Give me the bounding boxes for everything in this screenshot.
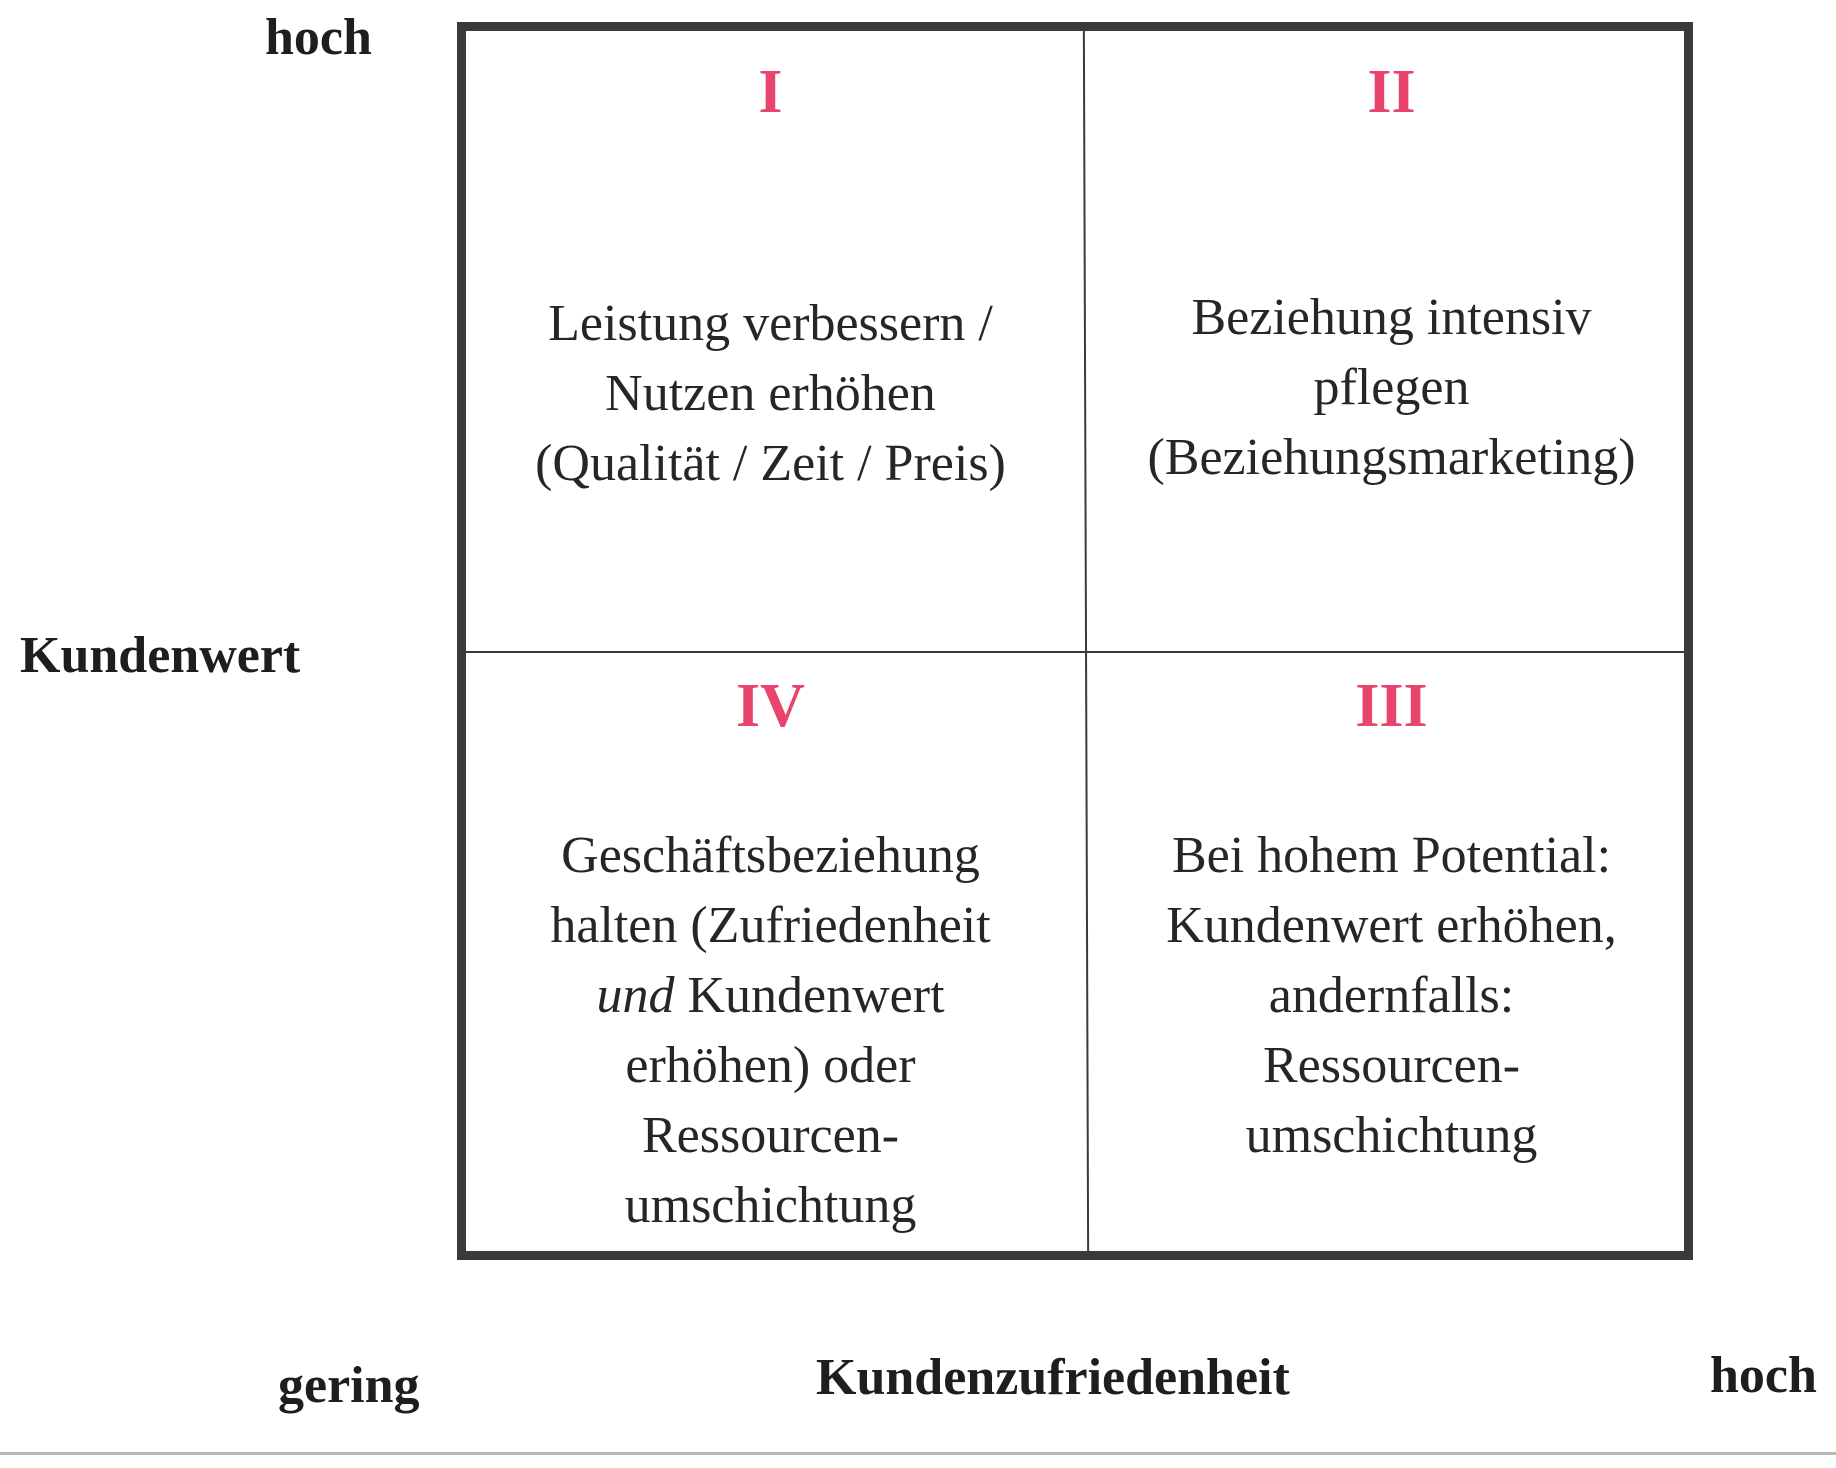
quadrant-text-line: umschichtung	[624, 1177, 917, 1234]
quadrant-text-fragment: Kundenwert	[687, 967, 945, 1024]
quadrant-text-line: Kundenwert erhöhen,	[1166, 897, 1617, 954]
quadrant-iv	[466, 653, 1075, 1263]
x-axis-title: Kundenzufriedenheit	[816, 1349, 1290, 1406]
x-axis-low-label: gering	[278, 1357, 420, 1414]
quadrant-text	[1087, 821, 1696, 1171]
quadrant-text-line-mixed	[466, 961, 1075, 1031]
emphasis-word: und	[596, 967, 675, 1024]
quadrant-text	[466, 289, 1075, 499]
quadrant-text	[1087, 283, 1696, 493]
quadrant-text-line: erhöhen) oder	[625, 1037, 916, 1094]
bottom-rule	[0, 1452, 1836, 1455]
quadrant-text-line: (Beziehungsmarketing)	[1147, 429, 1636, 486]
y-axis-high-label: hoch	[265, 9, 372, 66]
quadrant-text-line: Ressourcen-	[1262, 1037, 1521, 1094]
quadrant-text-line: umschichtung	[1245, 1107, 1538, 1164]
portfolio-matrix	[457, 22, 1693, 1260]
x-axis-high-label: hoch	[1710, 1347, 1817, 1404]
quadrant-i	[466, 31, 1075, 641]
quadrant-text	[466, 821, 1075, 1241]
quadrant-numeral: II	[1367, 58, 1416, 126]
quadrant-text-line: Nutzen erhöhen	[605, 365, 936, 422]
quadrant-iii	[1087, 653, 1696, 1263]
quadrant-numeral: IV	[736, 672, 805, 740]
quadrant-text-line: pflegen	[1313, 359, 1470, 416]
quadrant-numeral: III	[1355, 672, 1428, 740]
quadrant-text-line: Leistung verbessern /	[548, 295, 993, 352]
quadrant-numeral: I	[758, 58, 783, 126]
quadrant-text-line: Bei hohem Potential:	[1171, 827, 1612, 884]
quadrant-text-line: Beziehung intensiv	[1191, 289, 1592, 346]
quadrant-ii	[1087, 31, 1696, 641]
y-axis-title: Kundenwert	[20, 627, 301, 684]
quadrant-text-line: (Qualität / Zeit / Preis)	[535, 435, 1006, 492]
quadrant-text-line: Geschäftsbeziehung	[561, 827, 980, 884]
quadrant-text-line: Ressourcen-	[641, 1107, 900, 1164]
quadrant-text-line: halten (Zufriedenheit	[550, 897, 991, 954]
quadrant-text-line: andernfalls:	[1268, 967, 1515, 1024]
